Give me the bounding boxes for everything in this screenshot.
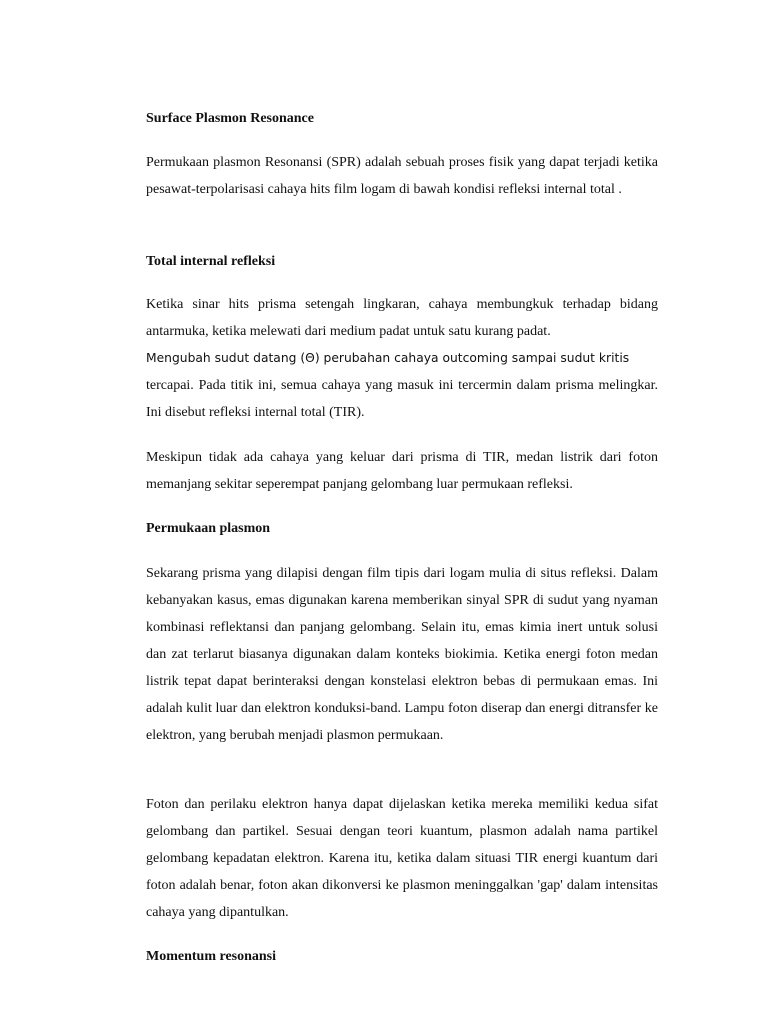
section-heading-permukaan-plasmon: Permukaan plasmon xyxy=(146,521,271,536)
section-heading-momentum-resonansi: Momentum resonansi xyxy=(146,949,277,964)
tir-paragraph-1 xyxy=(146,291,658,426)
tir-paragraph-1-text-c: tercapai. Pada titik ini, semua cahaya yang masuk ini tercermin dalam prisma melingkar. Ini disebut refleksi internal total (TIR). xyxy=(146,378,658,420)
document-title: Surface Plasmon Resonance xyxy=(146,111,314,126)
plasmon-paragraph-1: Sekarang prisma yang dilapisi dengan film tipis dari logam mulia di situs refleksi. Dalam kebanyakan kasus, emas digunakan karena memberikan sinyal SPR di sudut yang nyaman kombinasi reflektansi dan panjang gelombang. Selain itu, emas kimia inert untuk solusi dan zat terlarut biasanya digunakan dalam konteks biokimia. Ketika energi foton medan listrik tepat dapat berinteraksi dengan konstelasi elektron bebas di permukaan emas. Ini adalah kulit luar dan elektron konduksi-band. Lampu foton diserap dan energi ditransfer ke elektron, yang berubah menjadi plasmon permukaan. xyxy=(146,566,658,743)
tir-paragraph-1-text-b: Mengubah sudut datang (Θ) perubahan cahaya outcoming sampai sudut kritis xyxy=(146,351,630,365)
tir-paragraph-2: Meskipun tidak ada cahaya yang keluar dari prisma di TIR, medan listrik dari foton memanjang sekitar seperempat panjang gelombang luar permukaan refleksi. xyxy=(146,450,658,492)
tir-paragraph-1-text-a: Ketika sinar hits prisma setengah lingkaran, cahaya membungkuk terhadap bidang antarmuka, ketika melewati dari medium padat untuk satu kurang padat. xyxy=(146,297,658,339)
intro-paragraph: Permukaan plasmon Resonansi (SPR) adalah sebuah proses fisik yang dapat terjadi ketika pesawat-terpolarisasi cahaya hits film logam di bawah kondisi refleksi internal total . xyxy=(146,155,658,197)
section-heading-total-internal-refleksi: Total internal refleksi xyxy=(146,254,276,269)
plasmon-paragraph-2: Foton dan perilaku elektron hanya dapat dijelaskan ketika mereka memiliki kedua sifat gelombang dan partikel. Sesuai dengan teori kuantum, plasmon adalah nama partikel gelombang kepadatan elektron. Karena itu, ketika dalam situasi TIR energi kuantum dari foton adalah benar, foton akan dikonversi ke plasmon meninggalkan 'gap' dalam intensitas cahaya yang dipantulkan. xyxy=(146,797,658,920)
